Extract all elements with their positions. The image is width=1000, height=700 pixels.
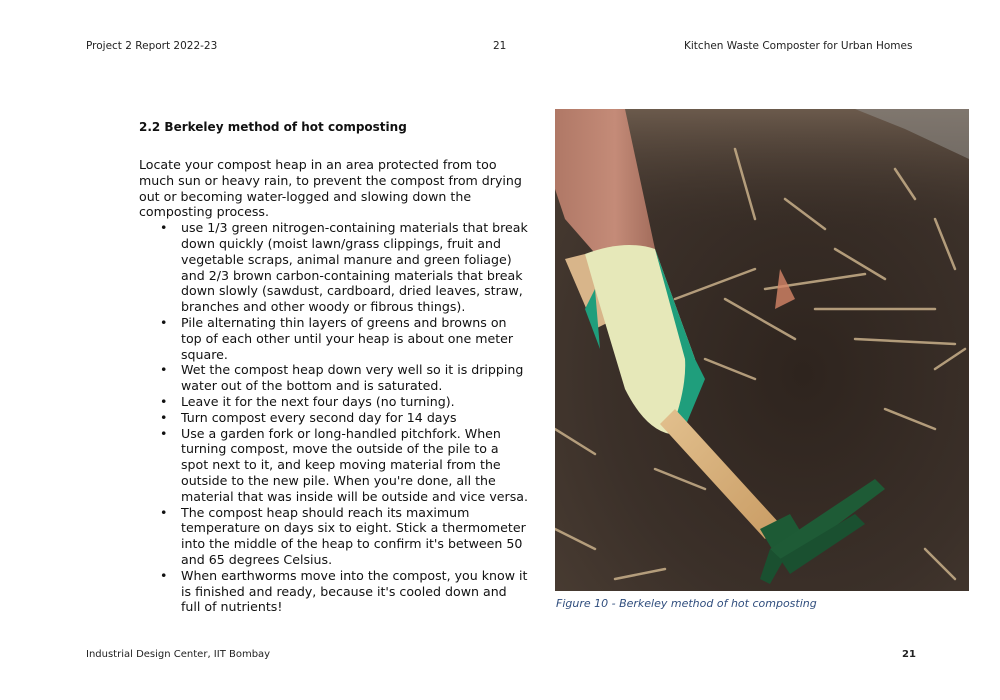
figure-caption: Figure 10 - Berkeley method of hot composting bbox=[556, 597, 817, 610]
list-item: • Pile alternating thin layers of greens and browns on top of each other until your heap is about one meter square. bbox=[160, 314, 514, 362]
bullet-icon: • bbox=[160, 567, 168, 583]
section-body bbox=[139, 157, 529, 615]
list-item: • Leave it for the next four days (no turning). bbox=[160, 393, 455, 409]
bullet-icon: • bbox=[160, 504, 168, 520]
section-heading: 2.2 Berkeley method of hot composting bbox=[139, 120, 407, 134]
list-item: • Turn compost every second day for 14 days bbox=[160, 409, 457, 425]
compost-photo-illustration bbox=[555, 109, 969, 591]
bullet-icon: • bbox=[160, 220, 168, 236]
list-item: • Use a garden fork or long-handled pitchfork. When turning compost, move the outside of the pile to a spot next to it, and keep moving material from the outside to the new pile. When you're done, all the material that was inside will be outside and vice versa. bbox=[160, 425, 528, 504]
bullet-icon: • bbox=[160, 362, 168, 378]
intro-paragraph: Locate your compost heap in an area protected from too much sun or heavy rain, to prevent the compost from drying out or becoming water-logged and slowing down the composting process. bbox=[139, 157, 522, 220]
header-project-title: Kitchen Waste Composter for Urban Homes bbox=[684, 40, 913, 52]
steps-list bbox=[139, 220, 529, 615]
footer-page-number: 21 bbox=[902, 649, 916, 660]
header-report-title: Project 2 Report 2022-23 bbox=[86, 40, 218, 52]
footer-institution: Industrial Design Center, IIT Bombay bbox=[86, 649, 271, 660]
compost-photo bbox=[555, 109, 969, 591]
bullet-icon: • bbox=[160, 393, 168, 409]
header-page-number: 21 bbox=[493, 40, 507, 52]
list-item: • When earthworms move into the compost, you know it is finished and ready, because it's cooled down and full of nutrients! bbox=[160, 567, 528, 615]
list-item: • Wet the compost heap down very well so it is dripping water out of the bottom and is saturated. bbox=[160, 362, 524, 394]
bullet-icon: • bbox=[160, 425, 168, 441]
list-item: • use 1/3 green nitrogen-containing materials that break down quickly (moist lawn/grass clippings, fruit and vegetable scraps, animal manure and green foliage) and 2/3 brown carbon-containing materials that break down slowly (sawdust, cardboard, dried leaves, straw, branches and other woody or fibrous things). bbox=[160, 220, 528, 315]
list-item: • The compost heap should reach its maximum temperature on days six to eight. Stick a thermometer into the middle of the heap to confirm it's between 50 and 65 degrees Celsius. bbox=[160, 504, 526, 567]
bullet-icon: • bbox=[160, 314, 168, 330]
bullet-icon: • bbox=[160, 409, 168, 425]
